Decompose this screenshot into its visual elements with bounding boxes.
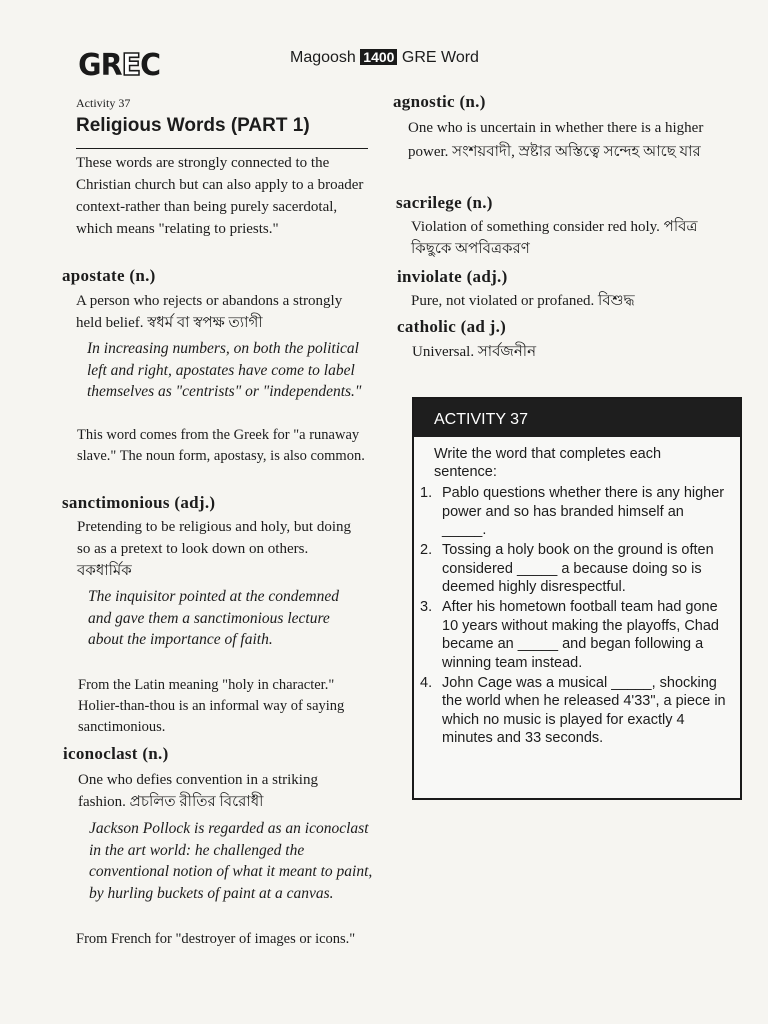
definition-inviolate: Pure, not violated or profaned. বিশুদ্ধ bbox=[411, 293, 635, 309]
example-iconoclast: Jackson Pollock is regarded as an iconoclast in the art world: he challenged the conventional notion of what it meant to paint, by hurling buckets of paint at a canvas. bbox=[89, 820, 373, 902]
activity-question: 4. John Cage was a musical _____, shocking the world when he released 4'33", a piece in which no music is played for exactly 4 minutes and 33 seconds. bbox=[420, 674, 726, 746]
example-sanctimonious: The inquisitor pointed at the condemned and gave them a sanctimonious lecture about the importance of faith. bbox=[88, 588, 339, 648]
word-heading-iconoclast: iconoclast (n.) bbox=[63, 744, 169, 763]
word-heading-apostate: apostate (n.) bbox=[62, 266, 156, 285]
word-heading-inviolate: inviolate (adj.) bbox=[397, 267, 508, 286]
activity-question: 1. Pablo questions whether there is any higher power and so has branded himself an _____. bbox=[420, 485, 725, 538]
activity-question-list bbox=[420, 484, 740, 748]
activity-question: 3. After his hometown football team had gone 10 years without making the playoffs, Chad became an _____ and began following a winning team instead. bbox=[420, 599, 720, 671]
activity-label: Activity 37 bbox=[76, 96, 131, 110]
definition-apostate: A person who rejects or abandons a strongly held belief. স্বধর্ম বা স্বপক্ষ ত্যাগী bbox=[76, 293, 343, 331]
title-divider bbox=[76, 148, 368, 149]
etymology-apostate: This word comes from the Greek for "a runaway slave." The noun form, apostasy, is also common. bbox=[77, 427, 365, 464]
page-header-title: Magoosh 1400 GRE Word bbox=[290, 49, 479, 66]
grec-logo: GREC bbox=[78, 48, 161, 83]
definition-agnostic: One who is uncertain in whether there is a higher power. সংশয়বাদী, স্রষ্টার অস্তিত্বে সন্দেহ আছে যার bbox=[408, 120, 704, 160]
section-title: Religious Words (PART 1) bbox=[76, 115, 310, 136]
example-apostate: In increasing numbers, on both the political left and right, apostates have come to label themselves as "centrists" or "independents." bbox=[87, 340, 362, 400]
etymology-iconoclast: From French for "destroyer of images or icons." bbox=[76, 931, 356, 947]
word-heading-sacrilege: sacrilege (n.) bbox=[396, 193, 493, 212]
intro-paragraph: These words are strongly connected to the Christian church but can also apply to a broader context-rather than being purely sacerdotal, which means "relating to priests." bbox=[76, 155, 364, 237]
definition-sacrilege: Violation of something consider red holy. পবিত্র কিছুকে অপবিত্রকরণ bbox=[411, 219, 698, 257]
activity-instruction: Write the word that completes each sentence: bbox=[434, 446, 662, 480]
title-number-badge: 1400 bbox=[360, 49, 397, 65]
activity-question: 2. Tossing a holy book on the ground is often considered _____ a because doing so is deemed highly disrespectful. bbox=[420, 542, 714, 595]
word-heading-agnostic: agnostic (n.) bbox=[393, 92, 486, 111]
activity-box-title: ACTIVITY 37 bbox=[414, 399, 740, 437]
word-heading-sanctimonious: sanctimonious (adj.) bbox=[62, 493, 216, 512]
activity-box bbox=[412, 397, 742, 800]
word-heading-catholic: catholic (ad j.) bbox=[397, 317, 507, 336]
definition-iconoclast: One who defies convention in a striking fashion. প্রচলিত রীতির বিরোধী bbox=[78, 772, 318, 810]
definition-sanctimonious: Pretending to be religious and holy, but doing so as a pretext to look down on others. বকধার্মিক bbox=[77, 519, 351, 579]
etymology-sanctimonious: From the Latin meaning "holy in character." Holier-than-thou is an informal way of saying sanctimonious. bbox=[78, 677, 345, 735]
definition-catholic: Universal. সার্বজনীন bbox=[412, 344, 537, 360]
